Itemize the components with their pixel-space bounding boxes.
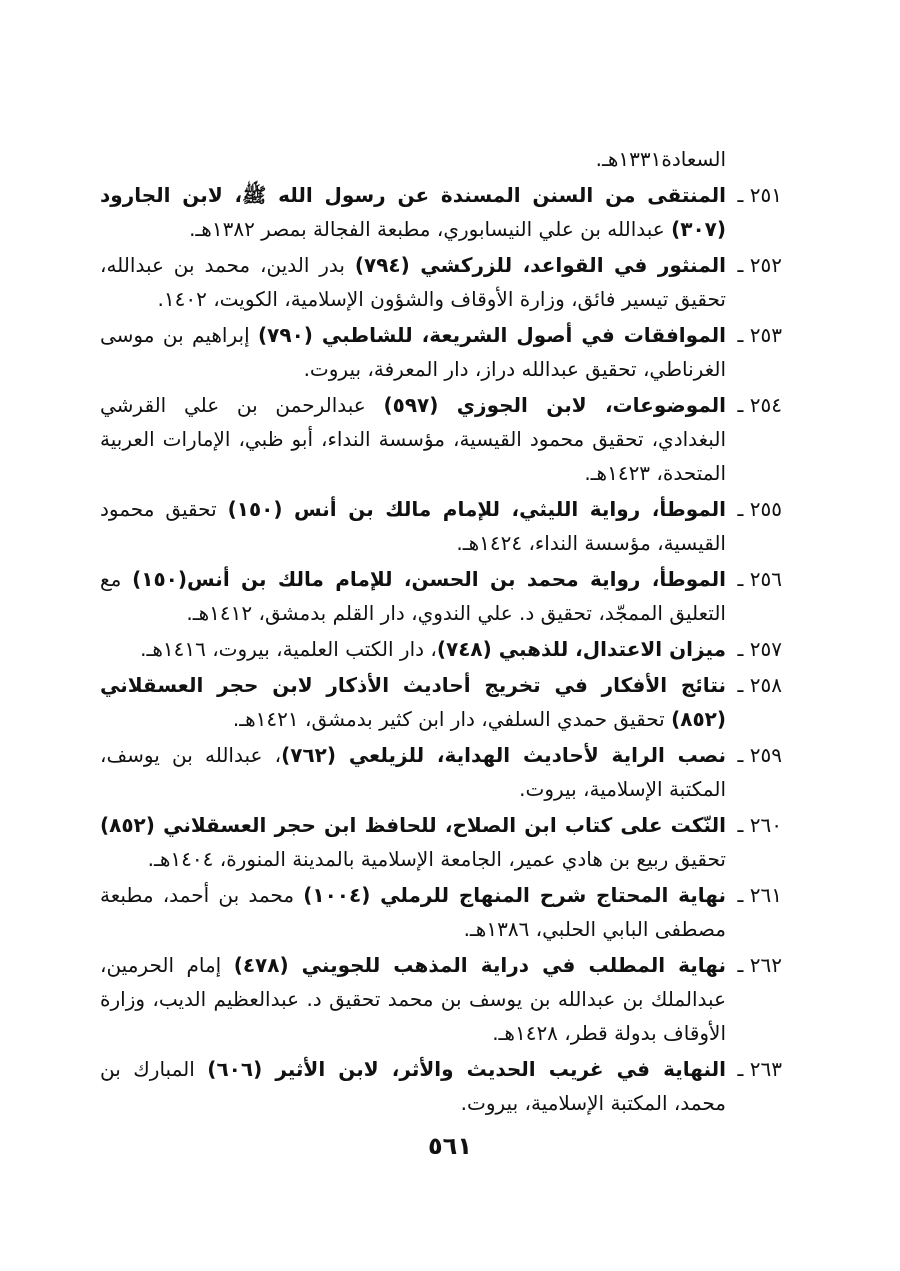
entry-title: نتائج الأفكار في تخريج أحاديث الأذكار لابن حجر العسقلاني (٨٥٢) — [100, 673, 726, 731]
entry-number: ٢٥٤ ـ — [737, 393, 782, 417]
entry-number: ٢٥١ ـ — [737, 183, 782, 207]
entry-title: الموطأ، رواية الليثي، للإمام مالك بن أنس (١٥٠) — [227, 497, 727, 521]
entry-number: ٢٥٩ ـ — [737, 743, 782, 767]
entry-title: الموافقات في أصول الشريعة، للشاطبي (٧٩٠) — [258, 323, 726, 347]
entry-number: ٢٥٣ ـ — [737, 323, 782, 347]
entry-title: نهاية المحتاج شرح المنهاج للرملي (١٠٠٤) — [303, 883, 726, 907]
bibliography-list — [100, 142, 782, 1122]
entry-details: المبارك بن محمد، المكتبة الإسلامية، بيروت. — [100, 1057, 726, 1115]
entry-number: ٢٥٨ ـ — [737, 673, 782, 697]
entry-details: مع التعليق الممجّد، تحقيق د. علي الندوي، دار القلم بدمشق، ١٤١٢هـ. — [100, 567, 726, 625]
entry-title: الموضوعات، لابن الجوزي (٥٩٧) — [383, 393, 727, 417]
entry-number: ٢٥٧ ـ — [737, 637, 782, 661]
bibliography-entry-255 — [100, 492, 782, 560]
entry-title: المنتقى من السنن المسندة عن رسول الله ﷺ، لابن الجارود (٣٠٧) — [100, 183, 726, 241]
entry-details: ، دار الكتب العلمية، بيروت، ١٤١٦هـ. — [140, 637, 437, 661]
entry-details: تحقيق محمود القيسية، مؤسسة النداء، ١٤٢٤هـ. — [100, 497, 726, 555]
entry-details: إمام الحرمين، عبدالملك بن عبدالله بن يوسف بن محمد تحقيق د. عبدالعظيم الديب، وزارة الأوقاف بدولة قطر، ١٤٢٨هـ. — [100, 953, 726, 1045]
bibliography-entry-251 — [100, 178, 782, 246]
bibliography-entry-260 — [100, 808, 782, 876]
entry-title: نهاية المطلب في دراية المذهب للجويني (٤٧٨) — [233, 953, 726, 977]
entry-title: المنثور في القواعد، للزركشي (٧٩٤) — [354, 253, 726, 277]
bibliography-entry-252 — [100, 248, 782, 316]
entry-details: عبدالله بن علي النيسابوري، مطبعة الفجالة بمصر ١٣٨٢هـ. — [189, 217, 672, 241]
entry-title: نصب الراية لأحاديث الهداية، للزيلعي (٧٦٢) — [281, 743, 726, 767]
bibliography-entry-258 — [100, 668, 782, 736]
entry-title: النّكت على كتاب ابن الصلاح، للحافظ ابن حجر العسقلاني (٨٥٢) — [100, 813, 726, 837]
bibliography-entry-257 — [100, 632, 782, 666]
entry-title: النهاية في غريب الحديث والأثر، لابن الأثير (٦٠٦) — [207, 1057, 726, 1081]
bibliography-entry-253 — [100, 318, 782, 386]
entry-details: محمد بن أحمد، مطبعة مصطفى البابي الحلبي، ١٣٨٦هـ. — [100, 883, 726, 941]
entry-number: ٢٥٢ ـ — [737, 253, 782, 277]
entry-title: ميزان الاعتدال، للذهبي (٧٤٨) — [436, 637, 726, 661]
entry-details: إبراهيم بن موسى الغرناطي، تحقيق عبدالله دراز، دار المعرفة، بيروت. — [100, 323, 726, 381]
bibliography-entry-254 — [100, 388, 782, 490]
entry-number: ٢٥٥ ـ — [737, 497, 782, 521]
entry-details: عبدالرحمن بن علي القرشي البغدادي، تحقيق محمود القيسية، مؤسسة النداء، أبو ظبي، الإمارات العربية المتحدة، ١٤٢٣هـ. — [100, 393, 726, 485]
entry-details: ، عبدالله بن يوسف، المكتبة الإسلامية، بيروت. — [100, 743, 726, 801]
bibliography-entry-261 — [100, 878, 782, 946]
entry-number: ٢٦٠ ـ — [737, 813, 782, 837]
entry-details: بدر الدين، محمد بن عبدالله، تحقيق تيسير فائق، وزارة الأوقاف والشؤون الإسلامية، الكويت، ١٤٠٢. — [100, 253, 726, 311]
entry-details: تحقيق ربيع بن هادي عمير، الجامعة الإسلامية بالمدينة المنورة، ١٤٠٤هـ. — [147, 847, 726, 871]
bibliography-entry-256 — [100, 562, 782, 630]
bibliography-entry-259 — [100, 738, 782, 806]
bibliography-entry-263 — [100, 1052, 782, 1120]
page-number: ٥٦١ — [428, 1132, 472, 1160]
entry-number: ٢٦٣ ـ — [737, 1057, 782, 1081]
entry-number: ٢٦٢ ـ — [737, 953, 782, 977]
continuation-line: السعادة١٣٣١هـ. — [595, 147, 726, 171]
entry-number: ٢٦١ ـ — [737, 883, 782, 907]
entry-title: الموطأ، رواية محمد بن الحسن، للإمام مالك بن أنس(١٥٠) — [132, 567, 727, 591]
entry-number: ٢٥٦ ـ — [737, 567, 782, 591]
entry-details: تحقيق حمدي السلفي، دار ابن كثير بدمشق، ١٤٢١هـ. — [232, 707, 672, 731]
bibliography-entry-262 — [100, 948, 782, 1050]
